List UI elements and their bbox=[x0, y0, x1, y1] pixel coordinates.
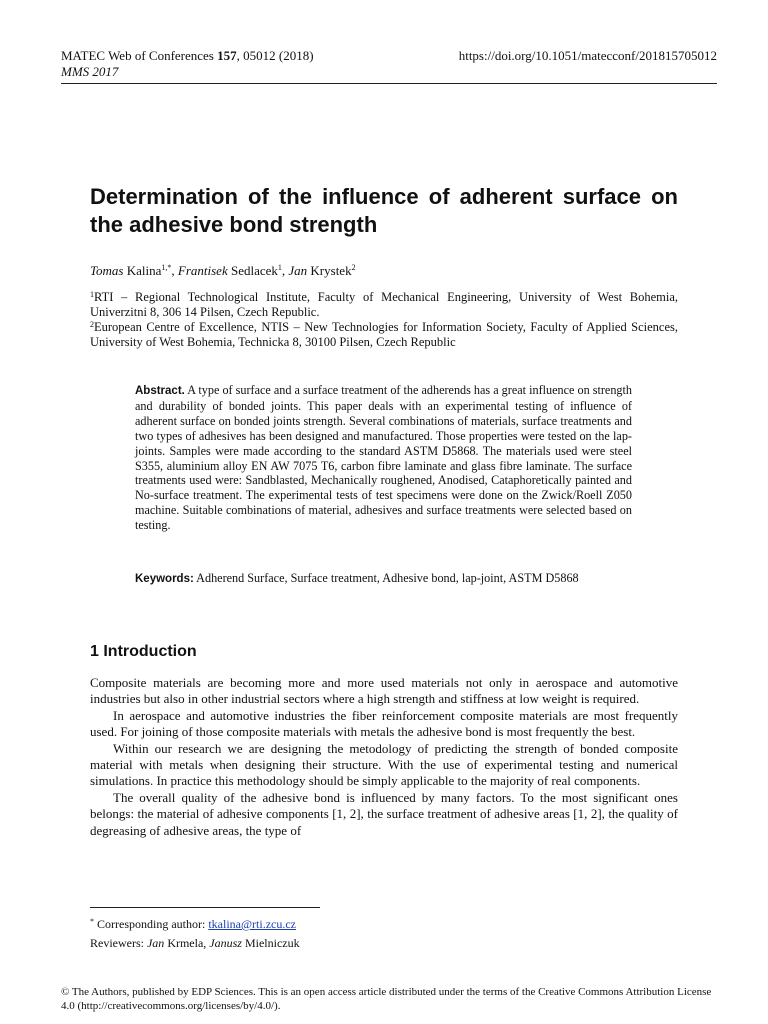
conference-name: MMS 2017 bbox=[61, 64, 119, 79]
reviewers-note: Reviewers: Jan Krmela, Janusz Mielniczuk bbox=[90, 936, 300, 950]
page-header bbox=[61, 48, 717, 84]
affiliation: $^2$European Centre of Excellence, NTIS – New Technologies for Information Society, Faculty of Applied Sciences, University of West Bohemia, Technicka 8, 30100 Pilsen, Czech Republic bbox=[90, 320, 678, 349]
paragraph: The overall quality of the adhesive bond is influenced by many factors. To the most significant ones belongs: the material of adhesive components [1, 2], the surface treatment of adhesive areas [1, 2], the quality of degreasing of adhesive areas, the type of bbox=[90, 789, 678, 838]
abstract-label: Abstract. bbox=[135, 385, 185, 397]
author: Jan Krystek$^2$ bbox=[288, 263, 356, 278]
affiliation: $^1$RTI – Regional Technological Institute, Faculty of Mechanical Engineering, University of West Bohemia, Univerzitni 8, 306 14 Pilsen, Czech Republic. bbox=[90, 290, 678, 319]
paragraph: In aerospace and automotive industries the fiber reinforcement composite materials are most frequently used. For joining of those composite materials with metals the adhesive bond is most frequently the best. bbox=[90, 707, 678, 740]
journal-citation: MATEC Web of Conferences 157, 05012 (2018) bbox=[61, 48, 314, 63]
author-list: Tomas Kalina$^{1,*}$, Frantisek Sedlacek$^1$, Jan Krystek$^2$ bbox=[90, 263, 356, 278]
footnote-divider bbox=[90, 907, 320, 908]
volume-number: 157 bbox=[217, 48, 237, 63]
keywords-label: Keywords: bbox=[135, 573, 194, 585]
keywords bbox=[135, 571, 632, 587]
license-notice: © The Authors, published by EDP Sciences. This is an open access article distributed under the terms of the Creative Commons Attribution License 4.0 (http://creativecommons.org/licenses/by/4.0/). bbox=[61, 986, 712, 1012]
paragraph: Composite materials are becoming more and more used materials not only in aerospace and automotive industries but also in other industrial sectors where a high strength and stiffness at low weight is required. bbox=[90, 675, 678, 707]
doi-link[interactable]: https://doi.org/10.1051/matecconf/201815705012 bbox=[458, 48, 717, 63]
email-link[interactable]: tkalina@rti.zcu.cz bbox=[208, 917, 297, 931]
author: Tomas Kalina$^{1,*}$ bbox=[90, 263, 172, 278]
abstract bbox=[135, 383, 632, 533]
abstract-text: A type of surface and a surface treatment of the adherends has a great influence on strength and durability of bonded joints. This paper deals with an experimental testing of influence of adherent surface on bonded joints strength. Several combinations of materials, surface treatments and two types of adhesives has been designed and manufactured. Those properties were tested on the lap-joints. Samples were made according to the standard ASTM D5868. The materials used were steel S355, aluminium alloy EN AW 7075 T6, carbon fibre laminate and glass fibre laminate. The surface treatments used were: Sandblasted, Mechanically roughened, Anodised, Cataphoretically painted and No-surface treatment. The experimental tests of test specimens were done on the Zwick/Roell Z050 machine. Suitable combinations of material, adhesives and surface treatments were selected based on testing. bbox=[135, 383, 632, 533]
keywords-text: Adherend Surface, Surface treatment, Adhesive bond, lap-joint, ASTM D5868 bbox=[193, 571, 579, 585]
corresponding-author-note: * Corresponding author: tkalina@rti.zcu.cz bbox=[90, 917, 297, 931]
paper-title: Determination of the influence of adherent surface on the adhesive bond strength bbox=[90, 184, 678, 237]
author: Frantisek Sedlacek$^1$ bbox=[177, 263, 282, 278]
paragraph: Within our research we are designing the metodology of predicting the strength of bonded composite material with metals when designing their structure. With the use of experimental testing and numerical simulations. In practice this methodology should be simply applicable to the majority of real components. bbox=[90, 740, 678, 789]
section-body bbox=[90, 675, 678, 839]
section-heading: 1 Introduction bbox=[90, 643, 197, 660]
header-left bbox=[61, 48, 314, 80]
